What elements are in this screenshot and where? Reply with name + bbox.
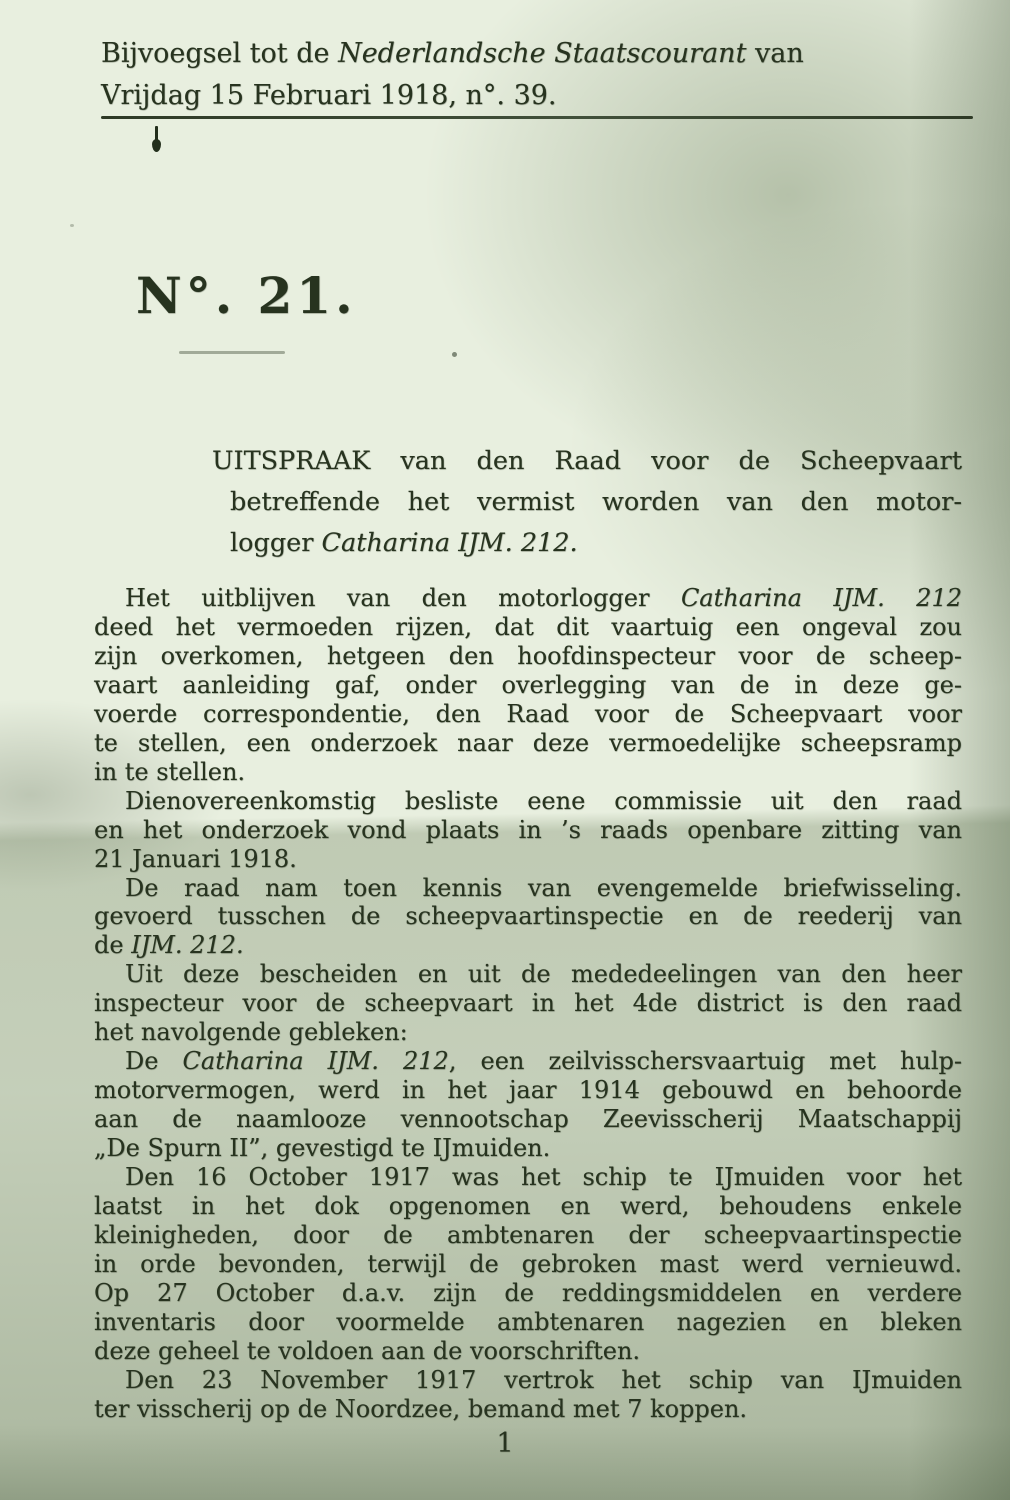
text-line: Vrijdag 15 Februari 1918, n°. 39. — [101, 80, 557, 111]
text-line: Het uitblijven van den motorlogger Catharina IJM. 212 — [125, 584, 962, 612]
text-line: aan de naamlooze vennootschap Zeevisscherij Maatschappij — [94, 1105, 962, 1134]
text-line: logger Catharina IJM. 212. — [230, 528, 578, 558]
text-line: in te stellen. — [94, 757, 246, 786]
text-line: Den 16 October 1917 was het schip te IJmuiden voor het — [125, 1163, 962, 1192]
issue-number: N°. 21. — [136, 266, 357, 325]
document-body — [94, 584, 962, 1424]
text-line: kleinigheden, door de ambtenaren der scheepvaartinspectie — [94, 1220, 962, 1249]
text-line: Bijvoegsel tot de Nederlandsche Staatscourant van — [101, 38, 804, 69]
ink-drop-mark — [155, 126, 158, 143]
paper-speck — [452, 352, 457, 357]
paragraph — [94, 584, 962, 787]
paragraph — [94, 874, 962, 961]
header-rule — [101, 116, 973, 119]
text-line: en het onderzoek vond plaats in ’s raads openbare zitting van — [94, 815, 962, 844]
text-line: het navolgende gebleken: — [94, 1018, 408, 1047]
text-line: „De Spurn II”, gevestigd te IJmuiden. — [94, 1134, 551, 1163]
text-line: ter visscherij op de Noordzee, bemand met 7 koppen. — [94, 1394, 748, 1423]
paragraph — [94, 787, 962, 874]
text-line: in orde bevonden, terwijl de gebroken mast werd vernieuwd. — [94, 1249, 962, 1278]
text-line: De raad nam toen kennis van evengemelde briefwisseling. — [125, 873, 962, 902]
text-line: 21 Januari 1918. — [94, 844, 297, 873]
masthead — [101, 33, 973, 117]
text-line: Op 27 October d.a.v. zijn de reddingsmiddelen en verdere — [94, 1278, 962, 1307]
text-line: Den 23 November 1917 vertrok het schip van IJmuiden — [125, 1365, 962, 1394]
text-line: de IJM. 212. — [94, 931, 244, 960]
text-line: inspecteur voor de scheepvaart in het 4de district is den raad — [94, 989, 962, 1018]
paragraph — [94, 960, 962, 1047]
text-line: inventaris door voormelde ambtenaren nagezien en bleken — [94, 1307, 962, 1336]
page-number: 1 — [496, 1428, 514, 1459]
text-line: Uit deze bescheiden en uit de mededeelingen van den heer — [125, 960, 962, 989]
text-line: te stellen, een onderzoek naar deze vermoedelijke scheepsramp — [94, 728, 962, 757]
text-line: zijn overkomen, hetgeen den hoofdinspecteur voor de scheep- — [94, 641, 962, 670]
text-line: UITSPRAAK van den Raad voor de Scheepvaart — [212, 446, 962, 476]
text-line: laatst in het dok opgenomen en werd, behoudens enkele — [94, 1192, 962, 1221]
text-line: Dienovereenkomstig besliste eene commissie uit den raad — [125, 786, 962, 815]
verdict-heading — [212, 441, 962, 564]
text-line: deed het vermoeden rijzen, dat dit vaartuig een ongeval zou — [94, 612, 962, 641]
issue-number-underline — [179, 351, 285, 354]
paragraph — [94, 1366, 962, 1424]
paper-speck — [70, 224, 74, 227]
text-line: gevoerd tusschen de scheepvaartinspectie en de reederij van — [94, 902, 962, 931]
text-line: betreffende het vermist worden van den motor- — [230, 487, 962, 517]
paragraph — [94, 1047, 962, 1163]
text-line: voerde correspondentie, den Raad voor de Scheepvaart voor — [94, 699, 962, 728]
text-line: motorvermogen, werd in het jaar 1914 gebouwd en behoorde — [94, 1076, 962, 1105]
text-line: vaart aanleiding gaf, onder overlegging van de in deze ge- — [94, 670, 962, 699]
text-line: De Catharina IJM. 212, een zeilvisschersvaartuig met hulp- — [125, 1047, 963, 1076]
paragraph — [94, 1163, 962, 1366]
text-line: deze geheel te voldoen aan de voorschriften. — [94, 1336, 641, 1365]
